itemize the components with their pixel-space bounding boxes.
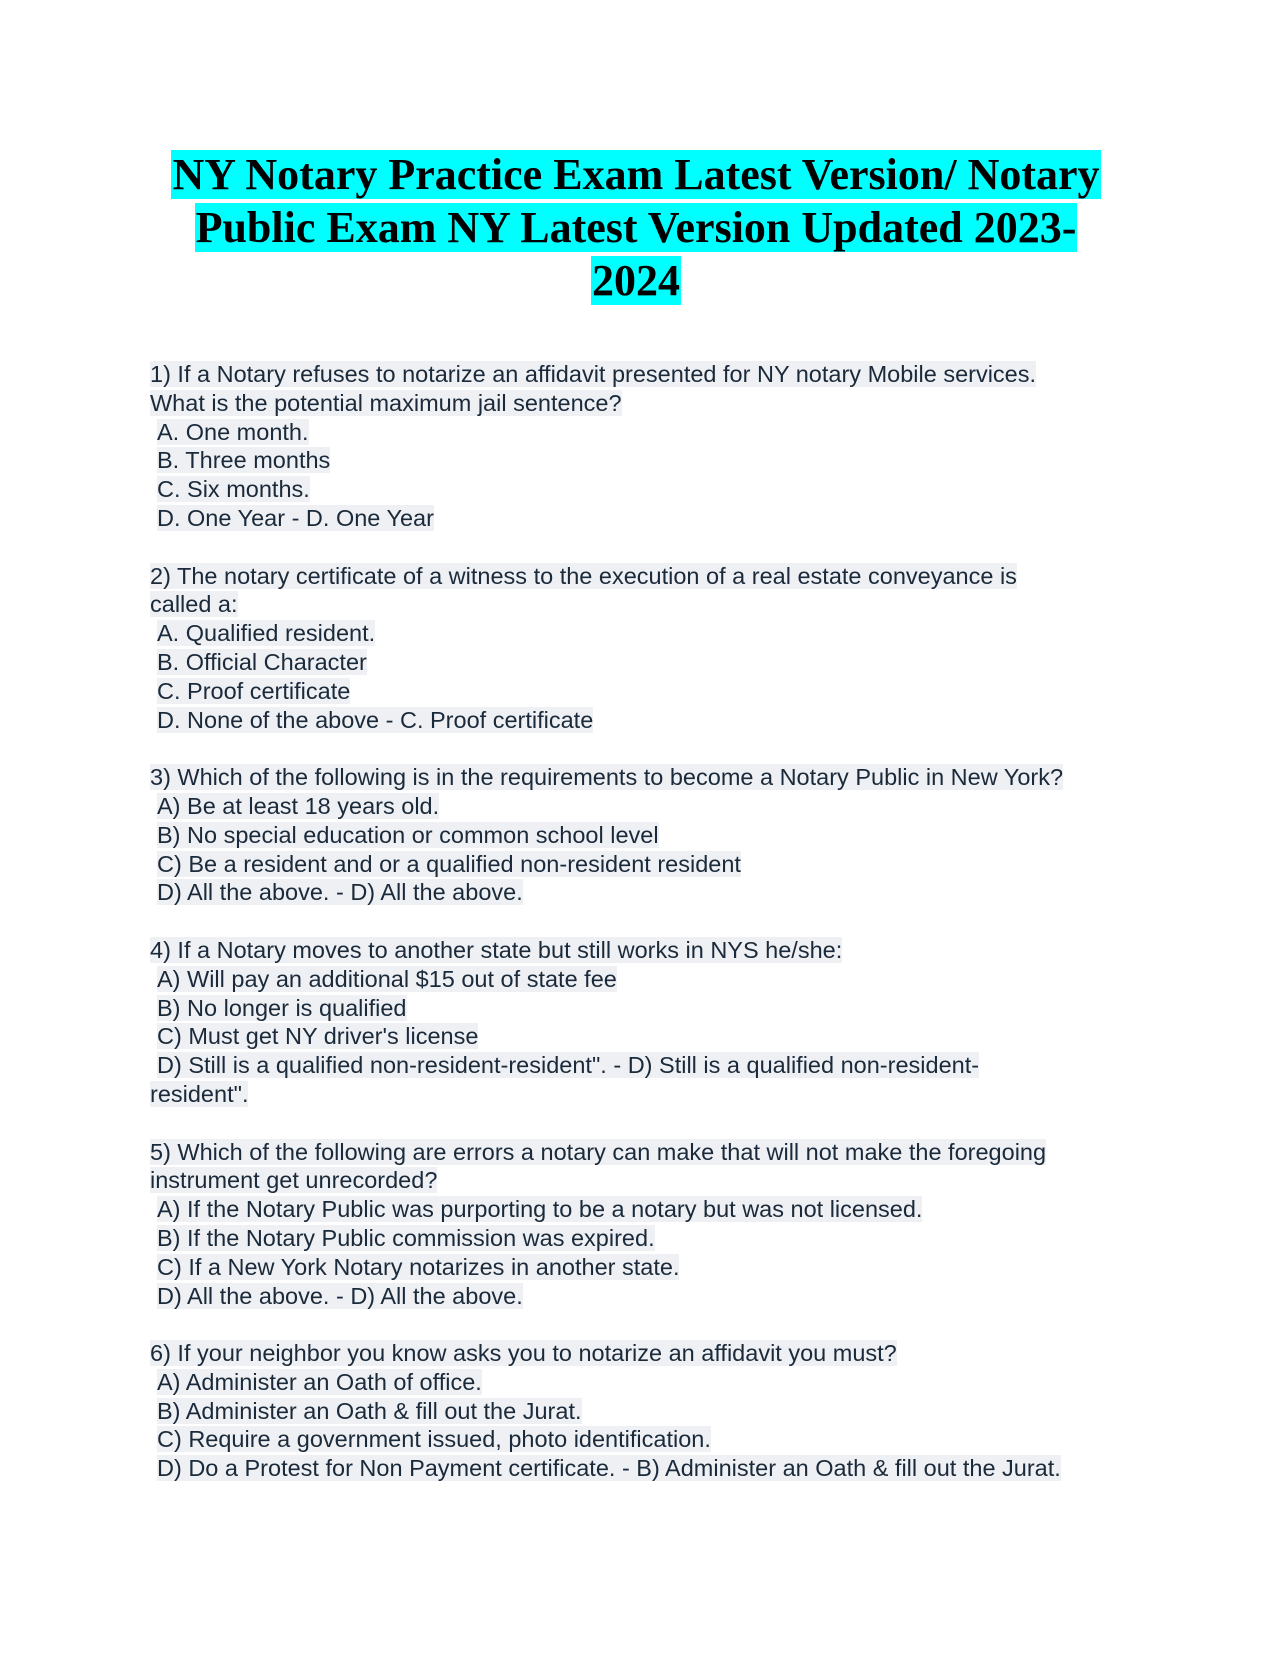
answer-option: B) If the Notary Public commission was expired. — [157, 1224, 655, 1251]
answer-option: A) Will pay an additional $15 out of state fee — [157, 965, 617, 992]
answer-option: B) No longer is qualified — [157, 994, 407, 1021]
question-text-line: instrument get unrecorded? — [150, 1167, 438, 1194]
question-text-line: 2) The notary certificate of a witness to the execution of a real estate conveyance is — [150, 562, 1017, 589]
answer-option: D) Still is a qualified non-resident-resident". - D) Still is a qualified non-resident- — [157, 1052, 980, 1079]
question-text-line: 3) Which of the following is in the requirements to become a Notary Public in New York? — [150, 764, 1064, 791]
answer-option: D) All the above. - D) All the above. — [157, 879, 523, 906]
answer-option: C. Proof certificate — [157, 677, 351, 704]
answer-option: C) If a New York Notary notarizes in another state. — [157, 1253, 680, 1280]
answer-option: B. Three months — [157, 447, 331, 474]
answer-option: A) Administer an Oath of office. — [157, 1368, 482, 1395]
answer-option: C) Require a government issued, photo identification. — [157, 1426, 711, 1453]
answer-option: A. Qualified resident. — [157, 620, 376, 647]
title-line-1: NY Notary Practice Exam Latest Version/ Notary — [172, 150, 1100, 199]
answer-continuation: resident". — [150, 1080, 249, 1107]
answer-option: A) If the Notary Public was purporting to be a notary but was not licensed. — [157, 1196, 923, 1223]
question-1 — [150, 360, 1130, 533]
question-text-line: 4) If a Notary moves to another state but still works in NYS he/she: — [150, 936, 843, 963]
question-3 — [150, 763, 1130, 907]
title-line-3: 2024 — [592, 256, 680, 305]
question-text-line: 1) If a Notary refuses to notarize an affidavit presented for NY notary Mobile services. — [150, 361, 1037, 387]
question-text-line: 5) Which of the following are errors a notary can make that will not make the foregoing — [150, 1138, 1047, 1165]
question-4 — [150, 936, 1130, 1109]
question-list — [150, 360, 1130, 1512]
document-title — [148, 148, 1124, 307]
question-text-line: called a: — [150, 591, 238, 618]
answer-option: D. None of the above - C. Proof certificate — [157, 706, 594, 733]
answer-option: D) All the above. - D) All the above. — [157, 1282, 523, 1309]
answer-option: A) Be at least 18 years old. — [157, 792, 440, 819]
answer-option: D) Do a Protest for Non Payment certificate. - B) Administer an Oath & fill out the Jurat. — [157, 1455, 1061, 1482]
title-line-2: Public Exam NY Latest Version Updated 2023- — [195, 203, 1077, 252]
answer-option: C. Six months. — [157, 476, 310, 503]
question-5 — [150, 1138, 1130, 1311]
answer-option: C) Be a resident and or a qualified non-resident resident — [157, 850, 741, 877]
answer-option: B) Administer an Oath & fill out the Jurat. — [157, 1397, 582, 1424]
question-text-line: What is the potential maximum jail sentence? — [150, 389, 622, 416]
answer-option: C) Must get NY driver's license — [157, 1023, 479, 1050]
answer-option: D. One Year - D. One Year — [157, 504, 434, 531]
question-6 — [150, 1339, 1130, 1483]
answer-option: A. One month. — [157, 418, 309, 445]
question-2 — [150, 562, 1130, 735]
question-text-line: 6) If your neighbor you know asks you to notarize an affidavit you must? — [150, 1340, 897, 1367]
answer-option: B. Official Character — [157, 648, 367, 675]
answer-option: B) No special education or common school level — [157, 821, 659, 848]
